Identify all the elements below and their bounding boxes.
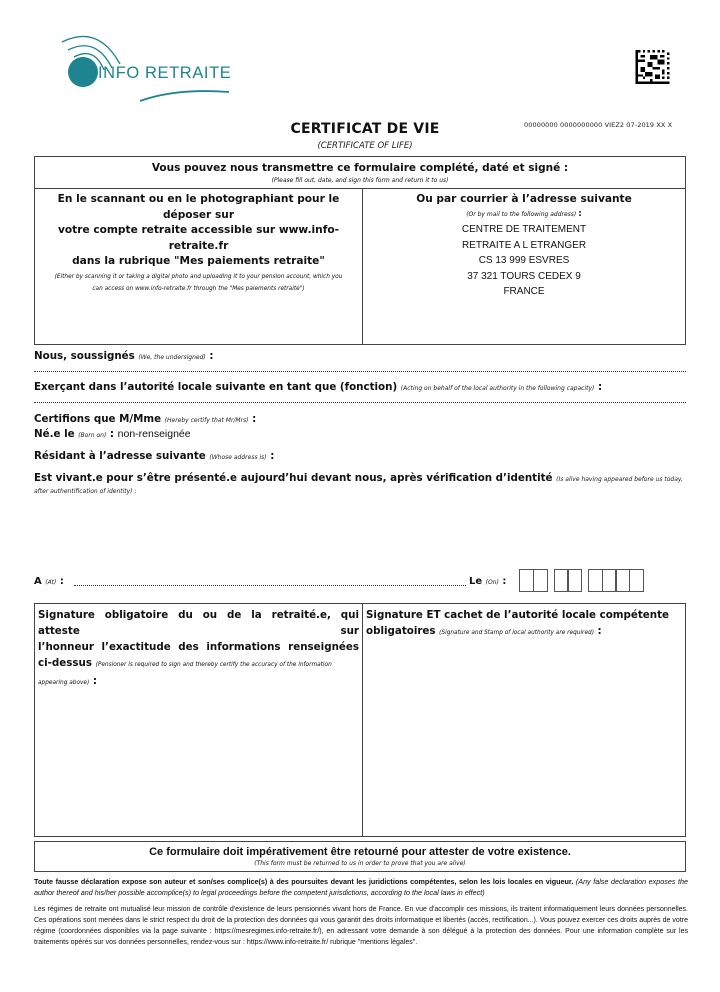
online-line-2: votre compte retraite accessible sur www.info-retraite.fr (57, 224, 340, 252)
year-digit-4-box[interactable] (629, 569, 644, 592)
logo-text: INFO RETRAITE (98, 64, 232, 82)
privacy-notice: Les régimes de retraite ont mutualisé leur mission de contrôle d'existence de leurs pensionnés vivant hors de France. En vue d'accomplir ces missions, ils traitent informatiquement leurs données personnelles. Ces opérations sont menées dans le strict respect du droit de la protection des données qui vous garantit des droits informatique et libertés (accès, rectification...). Vous pouvez exercer ces droits auprès de votre régime (coordonnées disponibles via la page suivante : https://mesregimes.info-retraite.fr/), en adressant votre demande à son délégué à la protection des données. Pour une information complète sur les traitements opérés sur vos données personnelles, rendez-vous sur : https://www.info-retraite.fr/ rubrique "mentions légales". (34, 906, 688, 946)
date-label: Le (On) : (469, 576, 507, 587)
authority-signature-area[interactable] (363, 604, 685, 836)
place-label: A (At) : (34, 576, 64, 587)
alive-statement: Est vivant.e pour s’être présenté.e aujourd’hui devant nous, après vérification d’identité (Is alive having appeared before us today, after authentification of identity) : (34, 472, 683, 495)
page-subtitle: (CERTIFICATE OF LIFE) (317, 141, 413, 151)
instructions-heading: Vous pouvez nous transmettre ce formulaire complété, daté et signé : (151, 162, 569, 174)
datamatrix-code-icon (635, 50, 670, 84)
mail-heading-en: (Or by mail to the following address) : (466, 209, 582, 219)
mail-address-line-5: FRANCE (503, 286, 545, 298)
day-digit-2-box[interactable] (533, 569, 548, 592)
online-line-3: dans la rubrique "Mes paiements retraite" (72, 255, 325, 267)
false-declaration-warning: Toute fausse déclaration expose son auteur et son/ses complice(s) à des poursuites devant les juridictions compétentes, selon les lois locales en vigueur. (Any false declaration exposes the author thereof and his/her possible accomplice(s) to legal proceedings before the competent jurisdictions, according to the local laws in effect) (34, 877, 688, 897)
pensioner-sig-line-3: ci-dessus (Pensioner is required to sign and thereby certify the accuracy of the information (38, 657, 332, 669)
reference-code: 00000000 0000000000 VIEZ2 07-2019 XX X (524, 121, 673, 129)
return-heading-en: (This form must be returned to us in order to prove that you are alive) (254, 860, 466, 867)
mail-heading: Ou par courrier à l’adresse suivante (416, 193, 632, 205)
mail-address-line-4: 37 321 TOURS CEDEX 9 (467, 270, 581, 282)
date-input-boxes (519, 569, 644, 592)
return-heading: Ce formulaire doit impérativement être retourné pour attester de votre existence. (149, 846, 571, 858)
address-label: Résidant à l’adresse suivante (Whose address is) : (34, 450, 275, 462)
instructions-heading-en: (Please fill out, date, and sign this form and return it to us) (271, 177, 449, 184)
certify-label: Certifions que M/Mme (Hereby certify that Mr/Mrs) : (34, 413, 257, 425)
online-submission-column (35, 189, 363, 344)
pensioner-sig-line-4: appearing above) : (38, 675, 97, 687)
mail-address-line-3: CS 13 999 ESVRES (478, 255, 570, 267)
pensioner-sig-line-2: l’honneur l’exactitude des informations renseignées (38, 641, 359, 653)
birth-date-label: Né.e le (Born on) : non-renseignée (34, 428, 191, 440)
birth-date-value: non-renseignée (117, 428, 191, 440)
authority-sig-line-2: obligatoires (Signature and Stamp of local authority are required) : (366, 625, 602, 637)
info-retraite-logo (58, 30, 238, 106)
page-title: CERTIFICAT DE VIE (290, 121, 440, 137)
mail-address-line-2: RETRAITE A L ETRANGER (461, 239, 587, 251)
mail-submission-column (363, 189, 685, 344)
instructions-header (35, 157, 685, 189)
signature-box (34, 603, 686, 837)
capacity-input-line[interactable] (34, 401, 686, 403)
capacity-label: Exerçant dans l’autorité locale suivante en tant que (fonction) (Acting on behalf of the local authority in the following capacity) : (34, 381, 603, 393)
mail-address-line-1: CENTRE DE TRAITEMENT (461, 224, 587, 235)
submission-instructions-box (34, 156, 686, 345)
online-en-2: can access on www.info-retraite.fr through the "Mes paiements retraite") (92, 285, 305, 292)
undersigned-label: Nous, soussignés (We, the undersigned) : (34, 350, 214, 362)
online-en-1: (Either by scanning it or taking a digital photo and uploading it to your pension account, which you (54, 273, 343, 280)
authority-sig-line-1: Signature ET cachet de l’autorité locale compétente (366, 609, 670, 621)
undersigned-input-line[interactable] (34, 370, 686, 372)
pensioner-signature-area[interactable] (35, 604, 363, 836)
pensioner-sig-line-1: Signature obligatoire du ou de la retraité.e, qui atteste sur (38, 609, 359, 637)
online-line-1: En le scannant ou en le photographiant pour le déposer sur (57, 193, 340, 221)
place-input-line[interactable] (74, 585, 466, 586)
month-digit-2-box[interactable] (567, 569, 582, 592)
return-notice-box (34, 841, 686, 872)
